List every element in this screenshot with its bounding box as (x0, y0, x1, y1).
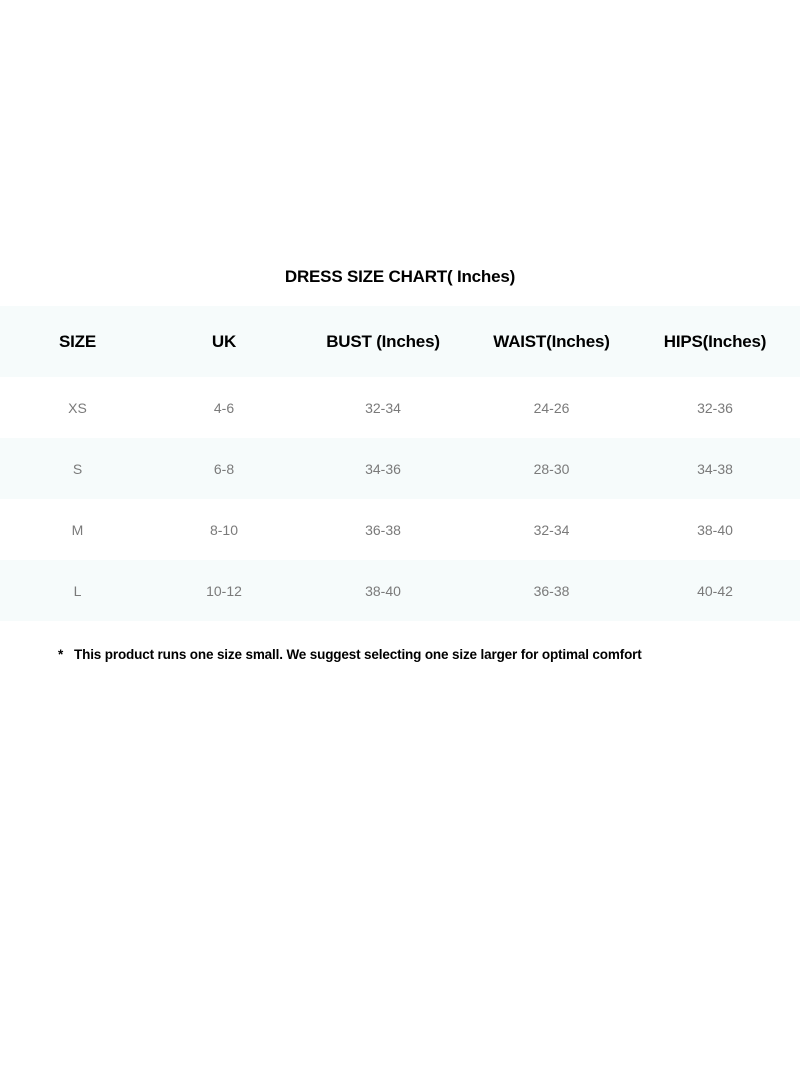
header-hips: HIPS(Inches) (663, 331, 767, 351)
header-waist: WAIST(Inches) (493, 331, 610, 351)
cell-bust: 32-34 (365, 399, 401, 416)
cell-waist: 36-38 (533, 582, 570, 599)
table-row (0, 438, 800, 499)
cell-uk: 10-12 (206, 582, 242, 599)
page-title: DRESS SIZE CHART( Inches) (284, 267, 516, 286)
table-row (0, 499, 800, 560)
cell-waist: 32-34 (533, 521, 570, 538)
cell-uk: 6-8 (213, 460, 235, 477)
cell-size: S (72, 460, 83, 477)
cell-size: M (71, 521, 84, 538)
cell-uk: 8-10 (209, 521, 239, 538)
cell-bust: 34-36 (365, 460, 401, 477)
cell-bust: 36-38 (365, 521, 401, 538)
table-header-row (0, 306, 800, 377)
cell-hips: 38-40 (697, 521, 733, 538)
size-chart-table (0, 306, 800, 621)
cell-hips: 34-38 (697, 460, 733, 477)
cell-uk: 4-6 (213, 399, 235, 416)
cell-waist: 28-30 (533, 460, 570, 477)
cell-hips: 40-42 (697, 582, 733, 599)
note-asterisk: * (58, 647, 64, 662)
header-bust: BUST (Inches) (326, 331, 440, 351)
note-text: This product runs one size small. We suggest selecting one size larger for optimal comfort (74, 647, 642, 662)
table-row (0, 560, 800, 621)
cell-hips: 32-36 (697, 399, 733, 416)
cell-size: XS (68, 399, 87, 416)
cell-bust: 38-40 (365, 582, 401, 599)
sizing-note (58, 646, 642, 664)
cell-waist: 24-26 (533, 399, 570, 416)
cell-size: L (73, 582, 82, 599)
header-uk: UK (211, 331, 237, 351)
header-size: SIZE (59, 331, 96, 351)
table-row (0, 377, 800, 438)
